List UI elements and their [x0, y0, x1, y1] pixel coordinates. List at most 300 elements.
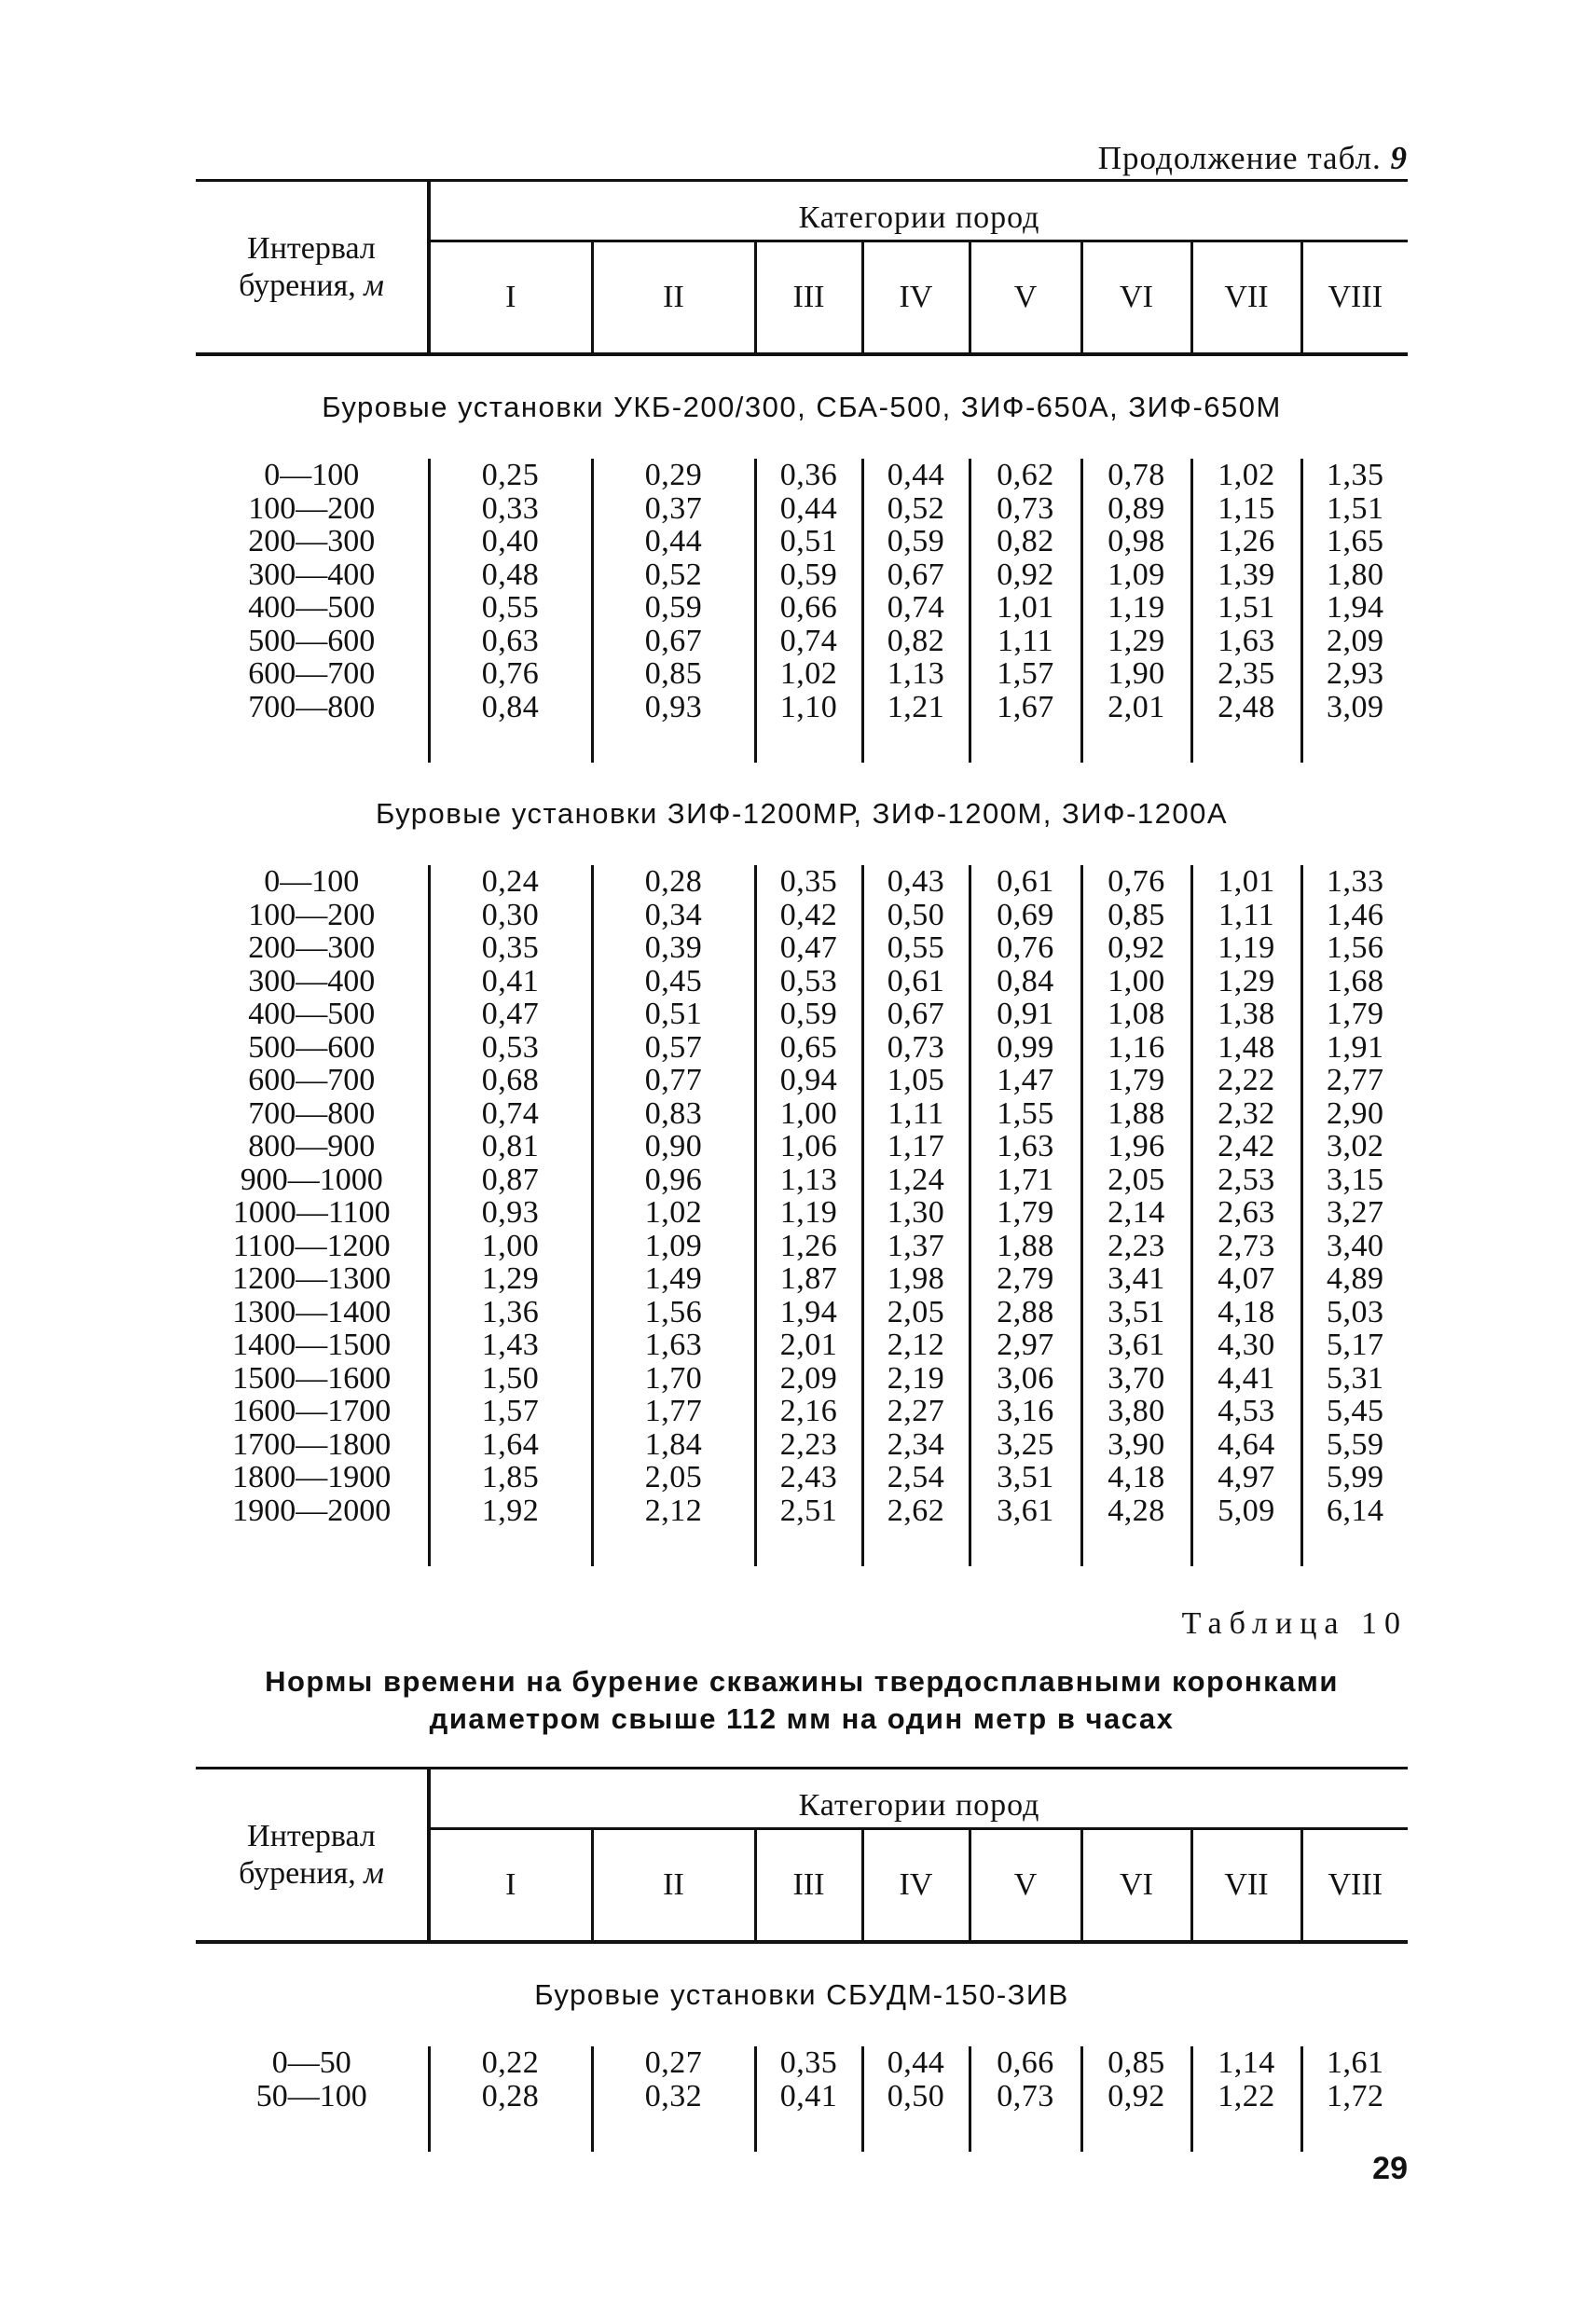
value-cell: 5,17 — [1301, 1329, 1408, 1362]
value-cell: 0,78 — [1081, 459, 1191, 492]
value-cell: 1,79 — [1301, 998, 1408, 1031]
value-cell: 0,28 — [592, 865, 755, 899]
table-row — [196, 625, 1408, 658]
value-cell: 1,09 — [1081, 558, 1191, 592]
value-cell: 0,55 — [481, 590, 540, 625]
value-cell: 4,41 — [1191, 1362, 1301, 1396]
table-row — [196, 1494, 1408, 1528]
value-cell: 3,06 — [970, 1362, 1081, 1396]
value-cell: 0,44 — [862, 459, 970, 492]
value-cell: 0,76 — [481, 656, 540, 691]
value-cell: 0,76 — [1081, 865, 1191, 899]
value-cell: 1,80 — [1301, 558, 1408, 592]
value-cell: 0,53 — [755, 965, 862, 998]
value-cell: 1,09 — [592, 1230, 755, 1263]
section-title: Буровые установки УКБ-200/300, СБА-500, ЗИФ-650А, ЗИФ-650М — [322, 391, 1282, 423]
value-cell: 1,91 — [1301, 1031, 1408, 1065]
interval-cell: 500—600 — [196, 625, 429, 658]
value-cell: 0,22 — [481, 2045, 540, 2080]
value-cell: 0,35 — [481, 930, 540, 965]
value-cell: 1,61 — [1301, 2046, 1408, 2080]
table-row — [196, 1395, 1408, 1428]
continuation-label: Продолжение табл. — [1097, 140, 1382, 176]
interval-cell: 100—200 — [196, 899, 429, 932]
value-cell: 1,88 — [970, 1230, 1081, 1263]
category-header: IV — [862, 1829, 970, 1943]
value-cell: 5,45 — [1301, 1395, 1408, 1428]
table-10-title: Нормы времени на бурение скважины твердосплавными коронками диаметром свыше 112 мм на один метр в часах — [265, 1665, 1339, 1735]
value-cell: 3,80 — [1081, 1395, 1191, 1428]
value-cell: 2,42 — [1191, 1130, 1301, 1163]
value-cell: 1,63 — [970, 1130, 1081, 1163]
table-row — [196, 1163, 1408, 1197]
table-row — [196, 492, 1408, 526]
value-cell: 0,73 — [970, 492, 1081, 526]
value-cell: 0,44 — [755, 492, 862, 526]
value-cell: 1,13 — [755, 1163, 862, 1197]
value-cell: 0,59 — [862, 525, 970, 558]
table-row — [196, 1230, 1408, 1263]
value-cell: 0,67 — [862, 558, 970, 592]
value-cell: 0,51 — [592, 998, 755, 1031]
value-cell: 1,48 — [1191, 1031, 1301, 1065]
value-cell: 2,34 — [862, 1428, 970, 1462]
value-cell: 0,27 — [592, 2046, 755, 2080]
value-cell: 1,19 — [1081, 591, 1191, 625]
interval-cell: 600—700 — [196, 657, 429, 691]
value-cell: 1,96 — [1081, 1130, 1191, 1163]
value-cell: 2,22 — [1191, 1064, 1301, 1097]
interval-cell: 500—600 — [196, 1031, 429, 1065]
value-cell: 0,30 — [481, 897, 540, 932]
value-cell: 1,11 — [970, 625, 1081, 658]
categories-header: Категории пород — [429, 1769, 1408, 1829]
value-cell: 0,91 — [970, 998, 1081, 1031]
value-cell: 5,99 — [1301, 1461, 1408, 1494]
value-cell: 3,27 — [1301, 1196, 1408, 1230]
value-cell: 3,51 — [1081, 1296, 1191, 1329]
value-cell: 1,14 — [1191, 2046, 1301, 2080]
value-cell: 0,66 — [755, 591, 862, 625]
value-cell: 0,89 — [1081, 492, 1191, 526]
value-cell: 0,55 — [862, 931, 970, 965]
table-row — [196, 1097, 1408, 1131]
value-cell: 0,82 — [970, 525, 1081, 558]
page-number: 29 — [1372, 2151, 1408, 2186]
value-cell: 0,47 — [755, 931, 862, 965]
value-cell: 2,43 — [755, 1461, 862, 1494]
value-cell: 0,44 — [862, 2046, 970, 2080]
table-row — [196, 1196, 1408, 1230]
value-cell: 1,94 — [1301, 591, 1408, 625]
value-cell: 1,17 — [862, 1130, 970, 1163]
table-row — [196, 1461, 1408, 1494]
value-cell: 1,79 — [1081, 1064, 1191, 1097]
value-cell: 1,05 — [862, 1064, 970, 1097]
table-row — [196, 865, 1408, 899]
value-cell: 5,59 — [1301, 1428, 1408, 1462]
value-cell: 1,57 — [970, 657, 1081, 691]
value-cell: 0,87 — [481, 1162, 540, 1197]
value-cell: 1,06 — [755, 1130, 862, 1163]
value-cell: 2,05 — [1081, 1163, 1191, 1197]
category-header: VI — [1081, 241, 1191, 355]
interval-cell: 800—900 — [196, 1130, 429, 1163]
value-cell: 0,34 — [592, 899, 755, 932]
value-cell: 2,62 — [862, 1494, 970, 1528]
row-spacer — [196, 1527, 1408, 1566]
value-cell: 0,69 — [970, 899, 1081, 932]
categories-header: Категории пород — [429, 181, 1408, 241]
value-cell: 0,52 — [592, 558, 755, 592]
interval-cell: 200—300 — [196, 931, 429, 965]
value-cell: 1,16 — [1081, 1031, 1191, 1065]
value-cell: 3,02 — [1301, 1130, 1408, 1163]
value-cell: 1,50 — [481, 1360, 540, 1396]
value-cell: 0,90 — [592, 1130, 755, 1163]
table-row — [196, 558, 1408, 592]
value-cell: 0,67 — [592, 625, 755, 658]
category-header: III — [755, 1829, 862, 1943]
value-cell: 0,47 — [481, 997, 540, 1031]
interval-cell: 1700—1800 — [196, 1428, 429, 1462]
value-cell: 1,63 — [592, 1329, 755, 1362]
value-cell: 1,49 — [592, 1262, 755, 1296]
value-cell: 0,76 — [970, 931, 1081, 965]
value-cell: 1,39 — [1191, 558, 1301, 592]
value-cell: 2,35 — [1191, 657, 1301, 691]
value-cell: 0,92 — [1081, 931, 1191, 965]
category-header: V — [970, 241, 1081, 355]
table-row — [196, 1262, 1408, 1296]
category-header: II — [592, 241, 755, 355]
value-cell: 0,98 — [1081, 525, 1191, 558]
value-cell: 1,19 — [755, 1196, 862, 1230]
value-cell: 1,51 — [1191, 591, 1301, 625]
interval-cell: 0—100 — [196, 459, 429, 492]
value-cell: 0,24 — [481, 864, 540, 899]
value-cell: 0,61 — [862, 965, 970, 998]
table-row — [196, 591, 1408, 625]
value-cell: 1,26 — [1191, 525, 1301, 558]
value-cell: 2,73 — [1191, 1230, 1301, 1263]
table-row — [196, 1362, 1408, 1396]
value-cell: 0,32 — [592, 2080, 755, 2113]
interval-cell: 700—800 — [196, 691, 429, 724]
value-cell: 0,82 — [862, 625, 970, 658]
value-cell: 3,70 — [1081, 1362, 1191, 1396]
value-cell: 2,01 — [1081, 691, 1191, 724]
value-cell: 2,27 — [862, 1395, 970, 1428]
value-cell: 0,65 — [755, 1031, 862, 1065]
value-cell: 0,85 — [592, 657, 755, 691]
value-cell: 3,61 — [1081, 1329, 1191, 1362]
interval-cell: 1500—1600 — [196, 1362, 429, 1396]
table-row — [196, 1031, 1408, 1065]
value-cell: 2,97 — [970, 1329, 1081, 1362]
value-cell: 2,01 — [755, 1329, 862, 1362]
value-cell: 1,88 — [1081, 1097, 1191, 1131]
table-row — [196, 1329, 1408, 1362]
table-row — [196, 2046, 1408, 2080]
table-row — [196, 525, 1408, 558]
table-row — [196, 2080, 1408, 2113]
value-cell: 5,09 — [1191, 1494, 1301, 1528]
category-header: VIII — [1301, 241, 1408, 355]
interval-cell: 50—100 — [196, 2080, 429, 2113]
value-cell: 1,77 — [592, 1395, 755, 1428]
value-cell: 3,41 — [1081, 1262, 1191, 1296]
value-cell: 1,56 — [592, 1296, 755, 1329]
interval-cell: 1200—1300 — [196, 1262, 429, 1296]
value-cell: 3,09 — [1301, 691, 1408, 724]
value-cell: 1,64 — [481, 1426, 540, 1462]
interval-cell: 900—1000 — [196, 1163, 429, 1197]
category-header: VIII — [1301, 1829, 1408, 1943]
value-cell: 1,15 — [1191, 492, 1301, 526]
value-cell: 2,48 — [1191, 691, 1301, 724]
value-cell: 0,68 — [481, 1063, 540, 1097]
value-cell: 1,36 — [481, 1294, 540, 1329]
value-cell: 0,63 — [481, 623, 540, 658]
value-cell: 1,30 — [862, 1196, 970, 1230]
category-header: III — [755, 241, 862, 355]
value-cell: 0,84 — [970, 965, 1081, 998]
value-cell: 0,48 — [481, 557, 540, 592]
interval-cell: 0—100 — [196, 865, 429, 899]
interval-cell: 1400—1500 — [196, 1329, 429, 1362]
interval-cell: 100—200 — [196, 492, 429, 526]
value-cell: 0,92 — [1081, 2080, 1191, 2113]
value-cell: 1,10 — [755, 691, 862, 724]
value-cell: 0,51 — [755, 525, 862, 558]
value-cell: 0,74 — [862, 591, 970, 625]
value-cell: 2,54 — [862, 1461, 970, 1494]
value-cell: 3,25 — [970, 1428, 1081, 1462]
table-10 — [196, 1767, 1408, 2152]
value-cell: 0,37 — [592, 492, 755, 526]
value-cell: 0,59 — [755, 558, 862, 592]
table-row — [196, 998, 1408, 1031]
value-cell: 1,55 — [970, 1097, 1081, 1131]
value-cell: 0,35 — [755, 2046, 862, 2080]
value-cell: 0,28 — [481, 2078, 540, 2113]
section-title-row — [196, 354, 1408, 459]
value-cell: 2,23 — [1081, 1230, 1191, 1263]
value-cell: 2,51 — [755, 1494, 862, 1528]
table-row — [196, 691, 1408, 724]
interval-cell: 300—400 — [196, 558, 429, 592]
value-cell: 0,96 — [592, 1163, 755, 1197]
value-cell: 0,93 — [592, 691, 755, 724]
section-title: Буровые установки СБУДМ-150-ЗИВ — [534, 1978, 1069, 2011]
value-cell: 0,53 — [481, 1029, 540, 1065]
category-header: II — [592, 1829, 755, 1943]
value-cell: 1,29 — [1081, 625, 1191, 658]
table-row — [196, 965, 1408, 998]
value-cell: 0,25 — [481, 458, 540, 492]
value-cell: 1,71 — [970, 1163, 1081, 1197]
value-cell: 0,85 — [1081, 2046, 1191, 2080]
value-cell: 1,37 — [862, 1230, 970, 1263]
value-cell: 1,19 — [1191, 931, 1301, 965]
value-cell: 1,90 — [1081, 657, 1191, 691]
interval-cell: 1600—1700 — [196, 1395, 429, 1428]
value-cell: 2,05 — [592, 1461, 755, 1494]
value-cell: 2,77 — [1301, 1064, 1408, 1097]
interval-header: Интервал бурения, м — [196, 1769, 429, 1943]
value-cell: 0,73 — [970, 2080, 1081, 2113]
value-cell: 1,08 — [1081, 998, 1191, 1031]
table-row — [196, 1130, 1408, 1163]
interval-cell: 700—800 — [196, 1097, 429, 1131]
value-cell: 1,21 — [862, 691, 970, 724]
value-cell: 1,85 — [481, 1460, 540, 1494]
interval-cell: 400—500 — [196, 591, 429, 625]
value-cell: 0,94 — [755, 1064, 862, 1097]
value-cell: 1,67 — [970, 691, 1081, 724]
value-cell: 0,57 — [592, 1031, 755, 1065]
interval-cell: 0—50 — [196, 2046, 429, 2080]
value-cell: 1,84 — [592, 1428, 755, 1462]
value-cell: 4,53 — [1191, 1395, 1301, 1428]
value-cell: 0,59 — [755, 998, 862, 1031]
table-9 — [196, 179, 1408, 1566]
value-cell: 2,09 — [755, 1362, 862, 1396]
value-cell: 0,45 — [592, 965, 755, 998]
value-cell: 4,07 — [1191, 1262, 1301, 1296]
value-cell: 1,56 — [1301, 931, 1408, 965]
value-cell: 2,12 — [592, 1494, 755, 1528]
value-cell: 1,02 — [592, 1196, 755, 1230]
table-row — [196, 931, 1408, 965]
value-cell: 3,90 — [1081, 1428, 1191, 1462]
value-cell: 1,00 — [481, 1228, 540, 1263]
value-cell: 0,61 — [970, 865, 1081, 899]
interval-cell: 1000—1100 — [196, 1196, 429, 1230]
value-cell: 1,38 — [1191, 998, 1301, 1031]
value-cell: 0,85 — [1081, 899, 1191, 932]
value-cell: 0,81 — [481, 1129, 540, 1163]
value-cell: 1,94 — [755, 1296, 862, 1329]
value-cell: 0,40 — [481, 524, 540, 558]
value-cell: 3,51 — [970, 1461, 1081, 1494]
continuation-table-number: 9 — [1390, 140, 1408, 176]
value-cell: 1,02 — [1191, 459, 1301, 492]
interval-cell: 300—400 — [196, 965, 429, 998]
value-cell: 0,41 — [755, 2080, 862, 2113]
value-cell: 0,50 — [862, 899, 970, 932]
value-cell: 0,92 — [970, 558, 1081, 592]
category-header: I — [505, 1867, 516, 1902]
interval-cell: 1900—2000 — [196, 1494, 429, 1528]
value-cell: 0,41 — [481, 963, 540, 998]
value-cell: 1,65 — [1301, 525, 1408, 558]
table-row — [196, 459, 1408, 492]
section-title-row — [196, 1942, 1408, 2046]
table-row — [196, 1428, 1408, 1462]
value-cell: 2,90 — [1301, 1097, 1408, 1131]
value-cell: 5,31 — [1301, 1362, 1408, 1396]
interval-cell: 1100—1200 — [196, 1230, 429, 1263]
value-cell: 1,87 — [755, 1262, 862, 1296]
value-cell: 2,88 — [970, 1296, 1081, 1329]
value-cell: 1,29 — [1191, 965, 1301, 998]
value-cell: 1,43 — [481, 1328, 540, 1362]
value-cell: 0,73 — [862, 1031, 970, 1065]
value-cell: 0,36 — [755, 459, 862, 492]
value-cell: 1,01 — [970, 591, 1081, 625]
value-cell: 0,44 — [592, 525, 755, 558]
interval-cell: 600—700 — [196, 1064, 429, 1097]
value-cell: 2,14 — [1081, 1196, 1191, 1230]
value-cell: 0,84 — [481, 689, 540, 724]
continuation-caption — [932, 140, 1408, 177]
interval-cell: 1800—1900 — [196, 1461, 429, 1494]
row-spacer — [196, 723, 1408, 763]
value-cell: 2,53 — [1191, 1163, 1301, 1197]
value-cell: 5,03 — [1301, 1296, 1408, 1329]
value-cell: 1,46 — [1301, 899, 1408, 932]
value-cell: 2,12 — [862, 1329, 970, 1362]
value-cell: 2,05 — [862, 1296, 970, 1329]
value-cell: 1,26 — [755, 1230, 862, 1263]
value-cell: 1,98 — [862, 1262, 970, 1296]
table-row — [196, 1296, 1408, 1329]
value-cell: 2,23 — [755, 1428, 862, 1462]
value-cell: 1,11 — [1191, 899, 1301, 932]
category-header: VII — [1191, 1829, 1301, 1943]
value-cell: 0,66 — [970, 2046, 1081, 2080]
value-cell: 0,35 — [755, 865, 862, 899]
value-cell: 1,29 — [481, 1261, 540, 1296]
interval-header: Интервал бурения, м — [196, 181, 429, 355]
value-cell: 1,70 — [592, 1362, 755, 1396]
value-cell: 1,13 — [862, 657, 970, 691]
value-cell: 1,57 — [481, 1394, 540, 1428]
value-cell: 1,11 — [862, 1097, 970, 1131]
value-cell: 1,00 — [755, 1097, 862, 1131]
value-cell: 1,35 — [1301, 459, 1408, 492]
value-cell: 4,28 — [1081, 1494, 1191, 1528]
table-row — [196, 1064, 1408, 1097]
value-cell: 0,93 — [481, 1195, 540, 1230]
category-header: IV — [862, 241, 970, 355]
value-cell: 3,40 — [1301, 1230, 1408, 1263]
value-cell: 1,72 — [1301, 2080, 1408, 2113]
interval-cell: 400—500 — [196, 998, 429, 1031]
value-cell: 1,92 — [481, 1493, 540, 1528]
section-title-row — [196, 763, 1408, 865]
value-cell: 1,33 — [1301, 865, 1408, 899]
interval-cell: 200—300 — [196, 525, 429, 558]
value-cell: 0,52 — [862, 492, 970, 526]
value-cell: 0,42 — [755, 899, 862, 932]
value-cell: 0,50 — [862, 2080, 970, 2113]
value-cell: 4,97 — [1191, 1461, 1301, 1494]
value-cell: 0,67 — [862, 998, 970, 1031]
value-cell: 0,99 — [970, 1031, 1081, 1065]
value-cell: 1,68 — [1301, 965, 1408, 998]
category-header: I — [505, 280, 516, 314]
value-cell: 4,18 — [1191, 1296, 1301, 1329]
value-cell: 4,89 — [1301, 1262, 1408, 1296]
value-cell: 0,74 — [755, 625, 862, 658]
value-cell: 1,51 — [1301, 492, 1408, 526]
value-cell: 0,59 — [592, 591, 755, 625]
value-cell: 0,33 — [481, 490, 540, 526]
value-cell: 1,22 — [1191, 2080, 1301, 2113]
